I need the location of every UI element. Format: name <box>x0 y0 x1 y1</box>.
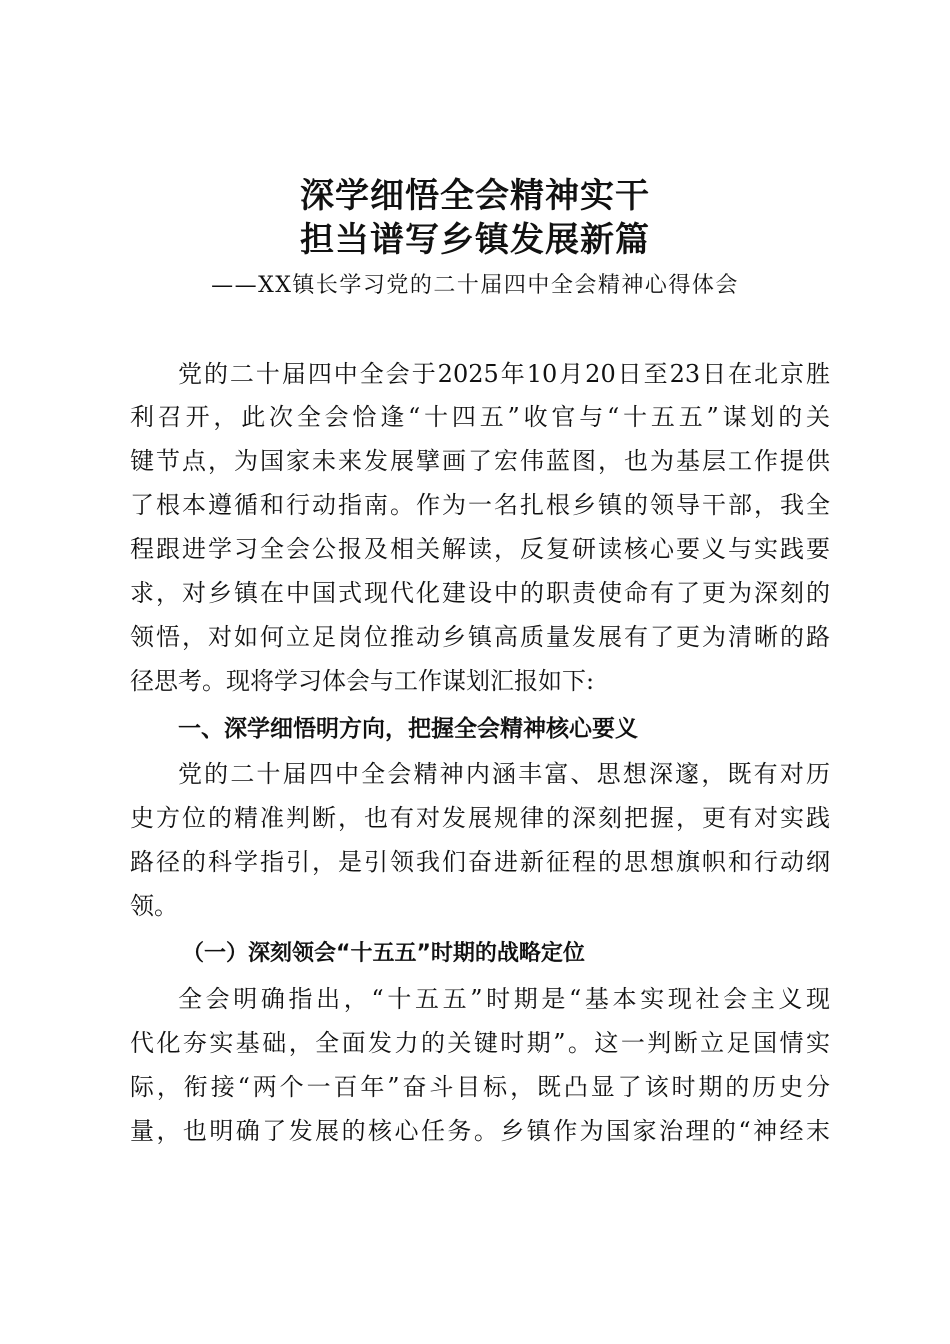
section1-line-4: 领。 <box>130 892 178 920</box>
intro-line-4: 了根本遵循和行动指南。作为一名扎根乡镇的领导干部，我全 <box>130 491 830 519</box>
subsection1-line-2: 代化夯实基础，全面发力的关键时期”。这一判断立足国情实 <box>130 1029 830 1057</box>
title-line-2: 担当谱写乡镇发展新篇 <box>300 220 650 260</box>
section1-line-1: 党的二十届四中全会精神内涵丰富、思想深邃，既有对历 <box>178 760 830 788</box>
intro-line-5: 程跟进学习全会公报及相关解读，反复研读核心要义与实践要 <box>130 535 830 563</box>
intro-line-6: 求，对乡镇在中国式现代化建设中的职责使命有了更为深刻的 <box>130 579 830 607</box>
intro-line-1: 党的二十届四中全会于2025年10月20日至23日在北京胜 <box>178 360 830 388</box>
section-heading-1: 一、深学细悟明方向，把握全会精神核心要义 <box>178 716 638 742</box>
intro-line-3: 键节点，为国家未来发展擘画了宏伟蓝图，也为基层工作提供 <box>130 447 830 475</box>
subsection1-line-3: 际，衔接“两个一百年”奋斗目标，既凸显了该时期的历史分 <box>130 1073 830 1101</box>
title-line-1: 深学细悟全会精神实干 <box>300 176 650 216</box>
intro-line-8: 径思考。现将学习体会与工作谋划汇报如下: <box>130 667 595 695</box>
subsection1-line-4: 量，也明确了发展的核心任务。乡镇作为国家治理的“神经末 <box>130 1117 830 1145</box>
subsection-heading-1: （一）深刻领会“十五五”时期的战略定位 <box>182 941 585 966</box>
subtitle: ——XX镇长学习党的二十届四中全会精神心得体会 <box>211 273 739 298</box>
subsection1-line-1: 全会明确指出，“十五五”时期是“基本实现社会主义现 <box>178 985 830 1013</box>
intro-line-2: 利召开，此次全会恰逢“十四五”收官与“十五五”谋划的关 <box>130 403 830 431</box>
section1-line-2: 史方位的精准判断，也有对发展规律的深刻把握，更有对实践 <box>130 804 830 832</box>
intro-line-7: 领悟，对如何立足岗位推动乡镇高质量发展有了更为清晰的路 <box>130 623 830 651</box>
section1-line-3: 路径的科学指引，是引领我们奋进新征程的思想旗帜和行动纲 <box>130 848 830 876</box>
